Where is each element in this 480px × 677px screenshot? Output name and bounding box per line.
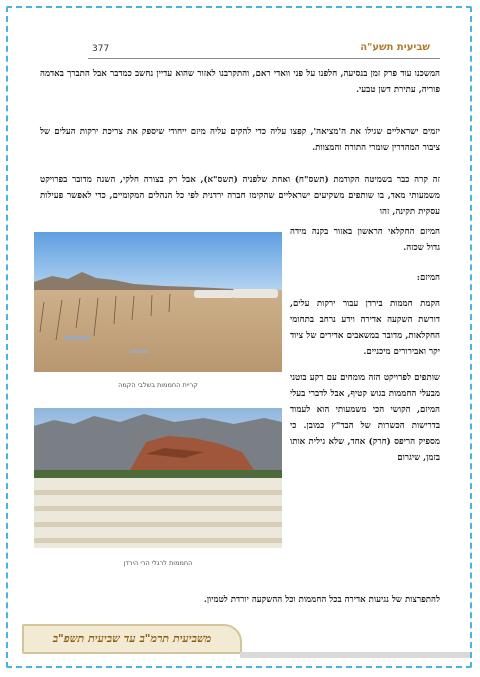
photo-caption-2: החממות לרגלי הרי הירדן	[123, 559, 193, 567]
page-number: 377	[92, 44, 110, 54]
column-paragraph-2: הקמת חממות בירדן עבור ירקות עלים, דורשת השקעה אדירה וידע נרחב בתחומי החקלאות, מדובר במשאבים אדירים של ציוד יקר ואבירורים מיכניים.	[290, 299, 440, 357]
section-heading: המיזם:	[416, 273, 440, 283]
column-paragraph-3: שותפים לפרויקט הזה מומחים עם רקע בוטני מבעלי החממות בגוש קטיף, אבל לדברי בעלי המיזם, הקושי הכי משמעותי הוא לעמוד בדרישות הכשרות של הבד"ץ כמובן. כי מספיק הריפס (חרק) אחד, שלא גילית אותו בזמן, שיגרום	[290, 373, 440, 463]
header-rule	[88, 58, 440, 59]
closing-line: להתפרצות של נגיעות אדירה בכל החממות וכל ההשקעה יורדת לטמיון.	[203, 595, 440, 605]
text-column	[290, 224, 440, 466]
paragraph-1: המשכנו עוד פרק זמן בנסיעה, חלפנו על פני וואדי ראם, והתקרבנו לאזור שהוא עדיין נחשב כמדבר אבל התברך באדמה פוריה, עתירת דשן טבעי.	[40, 69, 440, 95]
paragraph-3: זה קרה כבר בשמיטה הקודמת (תשס"ח) ואחת שלפניה (תשס"א), אבל רק בצורה חלקי, השנה מדובר בפרויקט משמעותי מאד, בו שותפים משקיעים ישראליים שהקימו חברה ירדנית לפי כל הנהלים המקומיים, כדי לאפשר פעילות עסקית תקינה, זהו	[40, 175, 440, 217]
greenhouses-mountains-photo	[34, 408, 282, 548]
column-paragraph-1: המיזם החקלאי הראשון באזור בקנה מידה גדול שכזה.	[290, 227, 440, 253]
running-head: שביעית תשע"ה	[360, 42, 430, 53]
footer-banner	[22, 624, 242, 654]
greenhouse-construction-photo	[34, 232, 282, 372]
paragraph-2: יזמים ישראליים שגילו את ה'מציאה', קפצו עליה כדי להקים עליה מיזם ייחודי שיספק את צריכת ירקות העלים של ציבור המהדרין שומרי התורה והמצוות.	[40, 127, 440, 153]
photo-caption-1: קריית החממות בשלבי הקמה	[118, 381, 198, 389]
footer-title: משביעית תרמ"ב עד שביעית תשפ"ב	[52, 632, 212, 645]
footer-stripe	[240, 652, 470, 658]
